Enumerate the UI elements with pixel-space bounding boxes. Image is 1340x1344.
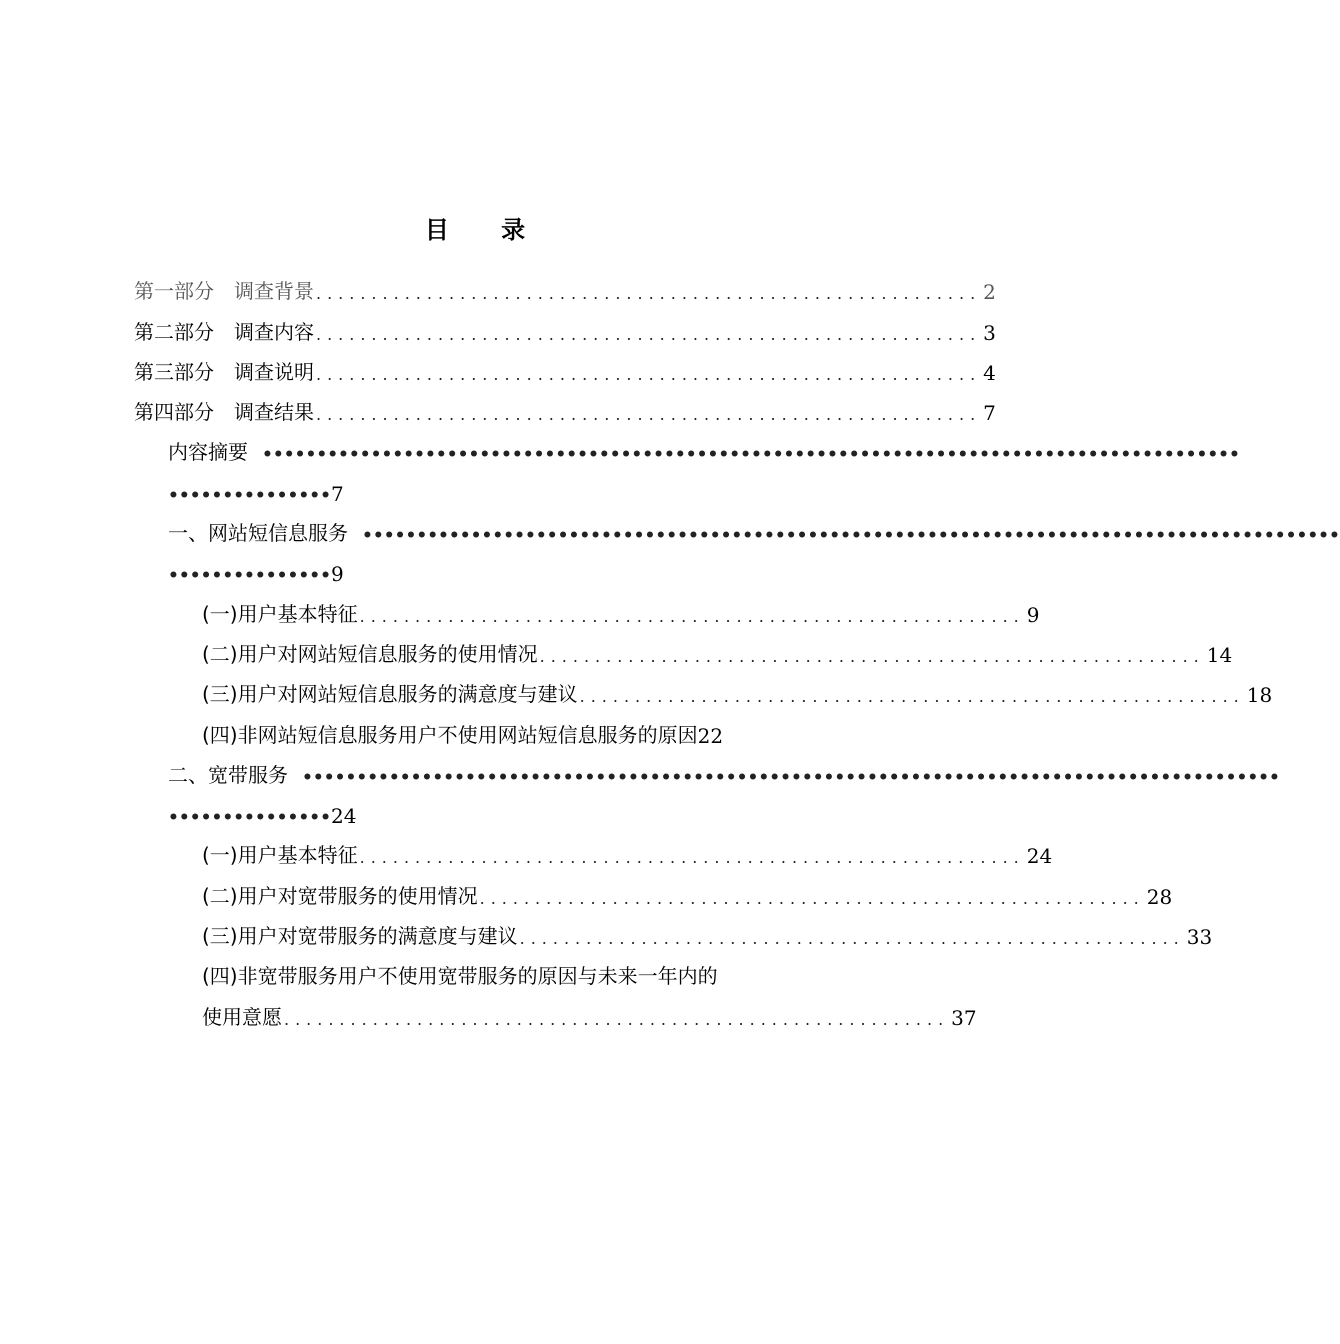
toc-entry-page: 33 xyxy=(1186,925,1213,950)
toc-entry-sec1-3[interactable] xyxy=(134,667,1273,708)
toc-entry-label: (三)用户对宽带服务的满意度与建议 xyxy=(202,924,518,949)
toc-entry-label: 第一部分 调查背景 xyxy=(134,279,314,304)
toc-entry-part4[interactable] xyxy=(134,385,996,426)
toc-entry-page: 22 xyxy=(697,723,724,748)
toc-leader-dots: ............................................................ xyxy=(579,687,1245,707)
toc-entry-page: 28 xyxy=(1146,884,1173,909)
toc-entry-label: (四)非宽带服务用户不使用宽带服务的原因与未来一年内的 xyxy=(202,964,718,989)
toc-entry-page: 2 xyxy=(983,280,996,305)
toc-entry-sec2-3[interactable] xyxy=(134,909,1213,950)
toc-entry-sec2-4-continuation[interactable] xyxy=(134,989,977,1030)
toc-entry-sec2-continuation xyxy=(134,788,806,828)
toc-entry-page: 18 xyxy=(1246,683,1273,708)
toc-leader-dots: •••••••••••••••••••••••••••••••••••••••••••••••••••••••••••••••••••••••••••••••••••••••••• xyxy=(262,445,1240,466)
toc-entry-page: 9 xyxy=(1026,602,1040,627)
toc-leader-dots: ............................................................ xyxy=(479,888,1145,908)
toc-entry-sec2[interactable] xyxy=(134,748,1280,788)
toc-entry-label: 使用意愿 xyxy=(202,1004,282,1029)
toc-title: 目 录 xyxy=(424,216,548,244)
toc-entry-label: (二)用户对网站短信息服务的使用情况 xyxy=(202,641,538,666)
toc-entry-label: 二、宽带服务 xyxy=(168,762,288,787)
toc-entry-page: 4 xyxy=(983,360,996,385)
toc-entry-summary[interactable] xyxy=(134,425,1240,466)
toc-entry-label: (一)用户基本特征 xyxy=(202,601,358,626)
toc-entry-part1[interactable] xyxy=(134,264,996,305)
toc-entry-sec1[interactable] xyxy=(134,506,1340,547)
toc-entry-label: 第三部分 调查说明 xyxy=(134,359,314,384)
toc-leader-dots: ••••••••••••••• xyxy=(168,808,331,829)
toc-entry-sec1-2[interactable] xyxy=(134,627,1233,667)
toc-leader-dots: •••••••••••••••••••••••••••••••••••••••••••••••••••••••••••••••••••••••••••••••••••••••••• xyxy=(362,526,1340,547)
toc-leader-dots: ............................................................ xyxy=(316,284,982,304)
toc-leader-dots: ............................................................ xyxy=(316,364,982,384)
toc-leader-dots: ............................................................ xyxy=(316,324,982,344)
toc-entry-summary-continuation xyxy=(134,465,806,505)
toc-entry-label: 第二部分 调查内容 xyxy=(134,319,314,344)
toc-entry-sec1-1[interactable] xyxy=(134,586,1040,627)
toc-entry-sec2-1[interactable] xyxy=(134,828,1053,869)
toc-entry-label: (三)用户对网站短信息服务的满意度与建议 xyxy=(202,682,578,707)
toc-entry-label: (一)用户基本特征 xyxy=(202,843,358,868)
toc-entry-label: (二)用户对宽带服务的使用情况 xyxy=(202,883,478,908)
toc-entry-sec1-continuation xyxy=(134,546,806,586)
toc-entry-sec2-4[interactable] xyxy=(134,949,806,989)
toc-entry-part2[interactable] xyxy=(134,304,996,345)
toc-entry-page: 9 xyxy=(331,562,344,587)
toc-entry-sec2-2[interactable] xyxy=(134,868,1173,909)
toc-leader-dots: ............................................................ xyxy=(359,848,1025,868)
toc-entry-page: 14 xyxy=(1206,642,1233,667)
toc-entry-label: 一、网站短信息服务 xyxy=(168,521,348,546)
toc-entry-label: 第四部分 调查结果 xyxy=(134,400,314,425)
toc-entry-page: 37 xyxy=(951,1005,977,1030)
toc-entry-page: 3 xyxy=(983,320,996,345)
toc-entry-label: (四)非网站短信息服务用户不使用网站短信息服务的原因 xyxy=(202,722,698,747)
toc-leader-dots: ............................................................ xyxy=(316,405,982,425)
toc-leader-dots: ............................................................ xyxy=(519,929,1185,949)
toc-leader-dots: ••••••••••••••• xyxy=(168,485,331,506)
toc-entry-part3[interactable] xyxy=(134,345,996,385)
toc-entry-page: 24 xyxy=(331,804,357,829)
toc-entry-page: 24 xyxy=(1026,844,1053,869)
table-of-contents xyxy=(134,264,1340,1030)
toc-entry-page: 7 xyxy=(331,481,344,506)
toc-leader-dots: ............................................................ xyxy=(359,606,1025,626)
toc-leader-dots: ••••••••••••••• xyxy=(168,566,331,587)
toc-leader-dots: •••••••••••••••••••••••••••••••••••••••••••••••••••••••••••••••••••••••••••••••••••••••••• xyxy=(302,767,1280,788)
toc-entry-label: 内容摘要 xyxy=(168,440,248,465)
toc-leader-dots: ............................................................ xyxy=(284,1009,950,1029)
toc-entry-sec1-4[interactable] xyxy=(134,707,806,747)
toc-entry-page: 7 xyxy=(983,401,996,426)
toc-leader-dots: ............................................................ xyxy=(539,646,1205,666)
